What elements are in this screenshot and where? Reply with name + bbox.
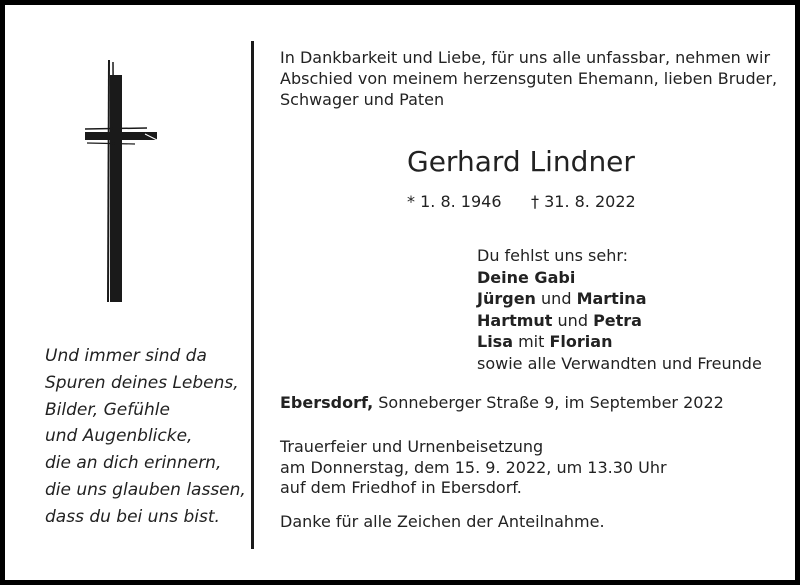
intro-line: Abschied von meinem herzensguten Ehemann, lieben Bruder,	[280, 69, 778, 88]
mourner-conjunction: und	[557, 310, 588, 330]
mourner-line: sowie alle Verwandten und Freunde	[477, 353, 762, 373]
mourner-name: Petra	[593, 310, 642, 330]
mourner-name: Jürgen	[477, 289, 536, 308]
mourner-name: Florian	[549, 332, 613, 351]
service-line: auf dem Friedhof in Ebersdorf.	[280, 478, 522, 497]
thanks-text: Danke für alle Zeichen der Anteilnahme.	[280, 512, 605, 531]
mourner-name: Hartmut	[477, 310, 553, 330]
mourner-name: Deine Gabi	[477, 267, 576, 287]
mourner-conjunction: mit	[518, 332, 545, 351]
poem-line: Bilder, Gefühle	[45, 399, 170, 420]
service-info	[280, 437, 667, 499]
mourner-line	[477, 288, 762, 310]
mourners-list	[477, 245, 762, 374]
poem	[45, 343, 246, 531]
mourner-line	[477, 310, 762, 332]
mourner-line	[477, 267, 762, 289]
poem-line: Spuren deines Lebens,	[45, 372, 239, 393]
mourners-heading: Du fehlst uns sehr:	[477, 246, 629, 265]
obituary-card	[5, 5, 795, 580]
intro-text	[280, 47, 777, 110]
poem-line: die an dich erinnern,	[45, 453, 222, 474]
place-address: Sonneberger Straße 9, im September 2022	[378, 393, 724, 412]
poem-line: Und immer sind da	[45, 346, 207, 366]
intro-line: In Dankbarkeit und Liebe, für uns alle unfassbar, nehmen wir	[280, 48, 771, 67]
mourner-name: Lisa	[477, 332, 513, 351]
service-line: am Donnerstag, dem 15. 9. 2022, um 13.30 Uhr	[280, 457, 667, 477]
poem-line: und Augenblicke,	[45, 426, 193, 447]
mourner-line	[477, 331, 762, 353]
vertical-divider	[251, 41, 254, 549]
poem-line: die uns glauben lassen,	[45, 479, 246, 500]
birth-date: * 1. 8. 1946	[407, 192, 502, 211]
deceased-name: Gerhard Lindner	[407, 145, 635, 178]
cross-icon	[75, 50, 175, 310]
service-line: Trauerfeier und Urnenbeisetzung	[280, 437, 544, 456]
death-date: † 31. 8. 2022	[531, 192, 636, 211]
place-town: Ebersdorf,	[280, 393, 374, 412]
poem-line: dass du bei uns bist.	[45, 506, 220, 527]
place-and-date	[280, 392, 724, 413]
mourner-conjunction: und	[541, 289, 572, 308]
mourner-name: Martina	[576, 289, 647, 308]
intro-line: Schwager und Paten	[280, 90, 445, 109]
